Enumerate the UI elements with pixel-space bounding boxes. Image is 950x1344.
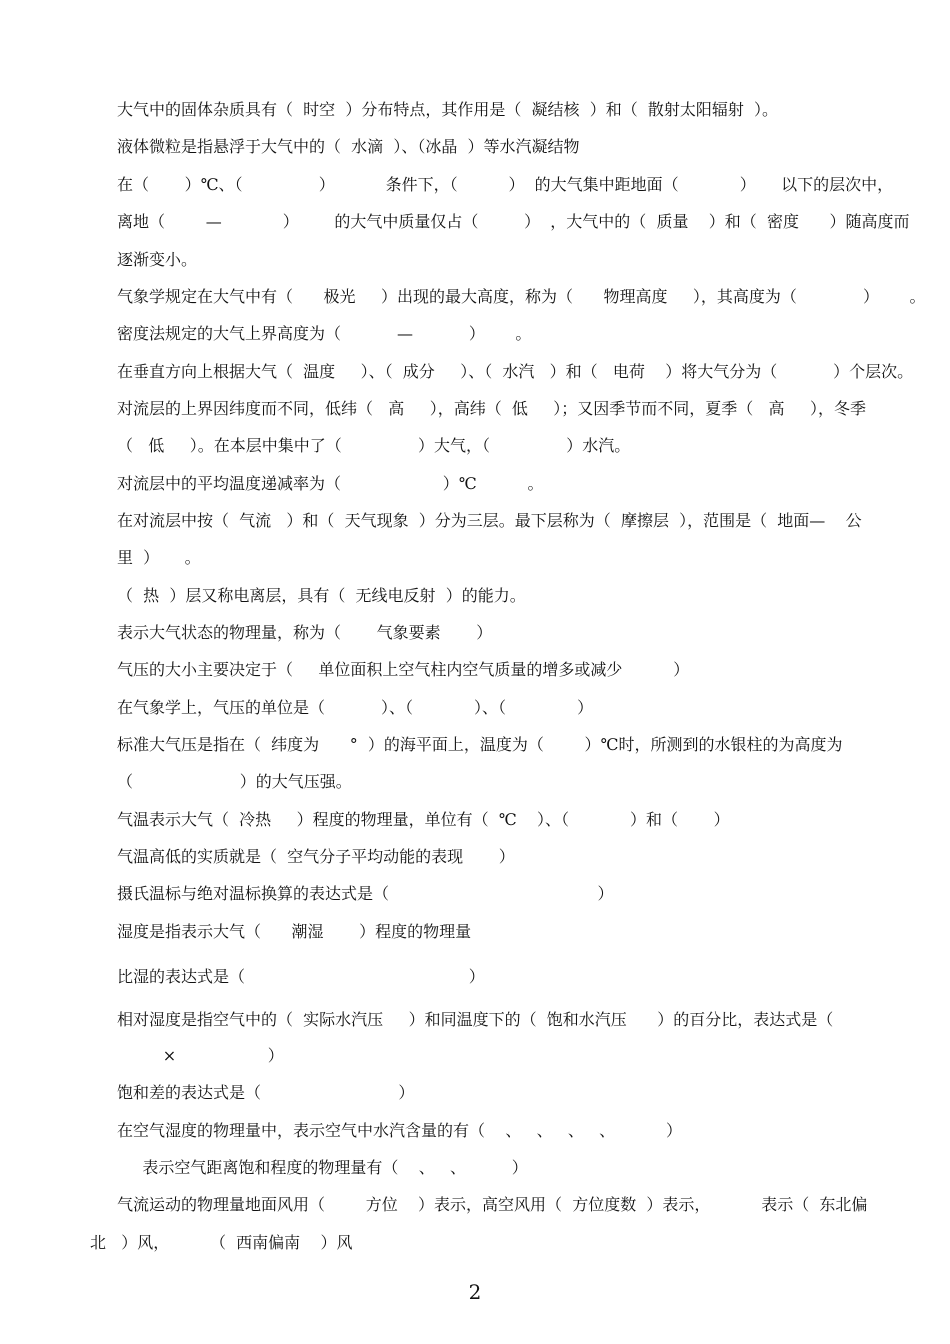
text-line: 对流层中的平均温度递减率为（ ）℃ 。	[117, 474, 544, 493]
text-line: 在空气湿度的物理量中，表示空气中水汽含量的有（ 、 、 、 、 ）	[117, 1121, 682, 1140]
text-line: 湿度是指表示大气（ 潮湿 ）程度的物理量	[117, 922, 472, 941]
text-line: 气温表示大气（ 冷热 ）程度的物理量，单位有（ ℃ ）、（ ）和（ ）	[117, 810, 730, 829]
text-line: 相对湿度是指空气中的（ 实际水汽压 ）和同温度下的（ 饱和水汽压 ）的百分比，表达式是（	[117, 1010, 834, 1029]
text-line: 在（ ）℃、（ ） 条件下，（ ） 的大气集中距地面（ ） 以下的层次中，	[117, 175, 894, 194]
text-line: 气流运动的物理量地面风用（ 方位 ）表示，高空风用（ 方位度数 ）表示， 表示（ 东北偏	[117, 1195, 868, 1214]
text-line: 表示大气状态的物理量，称为（ 气象要素 ）	[117, 623, 493, 642]
text-line: 气压的大小主要决定于（ 单位面积上空气柱内空气质量的增多或减少 ）	[117, 660, 690, 679]
text-line: 在气象学上，气压的单位是（ ）、（ ）、（ ）	[117, 698, 594, 717]
text-line: 里 ） 。	[117, 548, 201, 567]
text-line: × ）	[117, 1046, 284, 1065]
text-line: 表示空气距离饱和程度的物理量有（ 、 、 ）	[117, 1158, 528, 1177]
text-line: 大气中的固体杂质具有（ 时空 ）分布特点，其作用是（ 凝结核 ）和（ 散射太阳辐射 ）。	[117, 100, 779, 119]
text-line: 北 ）风， （ 西南偏南 ）风	[90, 1233, 353, 1252]
page-number: 2	[468, 1280, 482, 1304]
text-line: 气温高低的实质就是（ 空气分子平均动能的表现 ）	[117, 847, 515, 866]
text-line: 逐渐变小。	[117, 250, 198, 269]
text-line: 液体微粒是指悬浮于大气中的（ 水滴 ）、（冰晶 ）等水汽凝结物	[117, 137, 580, 156]
text-line: 气象学规定在大气中有（ 极光 ）出现的最大高度，称为（ 物理高度 ），其高度为（ ） 。	[117, 287, 926, 306]
text-line: 密度法规定的大气上界高度为（ — ） 。	[117, 324, 532, 343]
text-line: 标准大气压是指在（ 纬度为 ° ）的海平面上，温度为（ ）℃时，所测到的水银柱的为高度为	[117, 735, 843, 754]
text-line: 在对流层中按（ 气流 ）和（ 天气现象 ）分为三层。最下层称为（ 摩擦层 ），范围是（ 地面— 公	[117, 511, 862, 530]
text-line: 比湿的表达式是（ ）	[117, 967, 485, 986]
text-line: （ ）的大气压强。	[117, 772, 352, 791]
text-line: 对流层的上界因纬度而不同，低纬（ 高 ），高纬（ 低 ）；又因季节而不同，夏季（ 高 ），冬季	[117, 399, 866, 418]
text-line: 饱和差的表达式是（ ）	[117, 1083, 415, 1102]
text-line: 摄氏温标与绝对温标换算的表达式是（ ）	[117, 884, 614, 903]
text-line: 离地（ — ） 的大气中质量仅占（ ） ，大气中的（ 质量 ）和（ 密度 ）随高度而	[117, 212, 910, 231]
text-line: （ 热 ）层又称电离层，具有（ 无线电反射 ）的能力。	[117, 586, 526, 605]
text-line: 在垂直方向上根据大气（ 温度 ）、（ 成分 ）、（ 水汽 ）和（ 电荷 ）将大气分为（ ）个层次。	[117, 362, 914, 381]
text-line: （ 低 ）。在本层中集中了（ ）大气，（ ）水汽。	[117, 436, 631, 455]
